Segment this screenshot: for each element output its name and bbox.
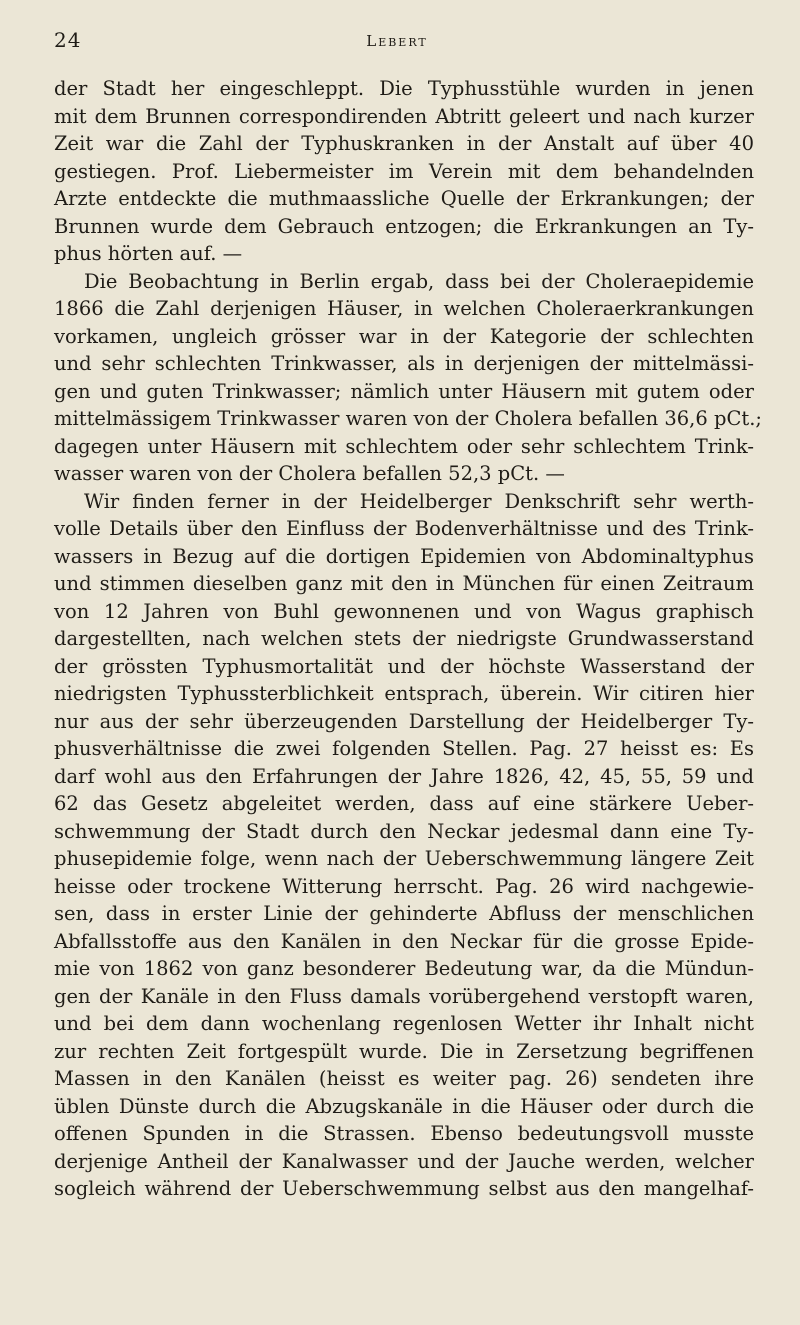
text-line: niedrigsten Typhussterblichkeit entsprach, überein. Wir citiren hier <box>54 682 754 705</box>
text-line: schwemmung der Stadt durch den Neckar jedesmal dann eine Ty- <box>54 819 754 843</box>
text-line: mie von 1862 von ganz besonderer Bedeutung war, da die Mündun- <box>54 957 754 980</box>
text-line: Massen in den Kanälen (heisst es weiter pag. 26) sendeten ihre <box>54 1067 754 1090</box>
text-line: vorkamen, ungleich grösser war in der Kategorie der schlechten <box>54 324 754 348</box>
text-line: Brunnen wurde dem Gebrauch entzogen; die Erkrankungen an Ty- <box>54 214 754 238</box>
text-line: gen der Kanäle in den Fluss damals vorübergehend verstopft waren, <box>54 984 754 1008</box>
text-line: 62 das Gesetz abgeleitet werden, dass auf eine stärkere Ueber- <box>54 792 754 815</box>
text-line: gestiegen. Prof. Liebermeister im Verein mit dem behandelnden <box>54 159 754 183</box>
text-line: von 12 Jahren von Buhl gewonnenen und von Wagus graphisch <box>54 599 754 623</box>
text-line: der Stadt her eingeschleppt. Die Typhusstühle wurden in jenen <box>54 77 754 100</box>
text-line: darf wohl aus den Erfahrungen der Jahre 1826, 42, 45, 55, 59 und <box>54 764 754 788</box>
text-line: zur rechten Zeit fortgespült wurde. Die in Zersetzung begriffenen <box>54 1039 754 1063</box>
text-line: Abfallsstoffe aus den Kanälen in den Neckar für die grosse Epide- <box>54 929 754 953</box>
text-line: phusverhältnisse die zwei folgenden Stellen. Pag. 27 heisst es: Es <box>54 737 754 760</box>
text-line: Die Beobachtung in Berlin ergab, dass bei der Choleraepidemie <box>84 269 754 293</box>
text-line: üblen Dünste durch die Abzugskanäle in die Häuser oder durch die <box>54 1094 754 1118</box>
text-line: mit dem Brunnen correspondirenden Abtritt geleert und nach kurzer <box>54 104 754 128</box>
text-line: sogleich während der Ueberschwemmung selbst aus den mangelhaf- <box>54 1177 754 1200</box>
text-line: und sehr schlechten Trinkwasser, als in derjenigen der mittelmässi- <box>54 352 754 375</box>
text-line: nur aus der sehr überzeugenden Darstellung der Heidelberger Ty- <box>54 709 754 733</box>
text-line: gen und guten Trinkwasser; nämlich unter Häusern mit gutem oder <box>54 379 754 403</box>
running-head: Lebert <box>366 32 428 50</box>
text-line: heisse oder trockene Witterung herrscht. Pag. 26 wird nachgewie- <box>54 874 754 898</box>
text-line: volle Details über den Einfluss der Bodenverhältnisse und des Trink- <box>54 517 754 540</box>
text-line: und bei dem dann wochenlang regenlosen Wetter ihr Inhalt nicht <box>54 1012 754 1035</box>
text-line: dargestellten, nach welchen stets der niedrigste Grundwasserstand <box>54 627 754 650</box>
text-line: und stimmen dieselben ganz mit den in München für einen Zeitraum <box>54 572 754 595</box>
text-line: der grössten Typhusmortalität und der höchste Wasserstand der <box>54 654 754 678</box>
text-line: Zeit war die Zahl der Typhuskranken in der Anstalt auf über 40 <box>54 132 754 155</box>
page-number: 24 <box>54 28 82 52</box>
text-line: derjenige Antheil der Kanalwasser und der Jauche werden, welcher <box>54 1149 754 1173</box>
text-line: wassers in Bezug auf die dortigen Epidemien von Abdominaltyphus <box>54 544 754 568</box>
text-line: mittelmässigem Trinkwasser waren von der Cholera befallen 36,6 pCt.; <box>54 407 762 430</box>
text-line: Arzte entdeckte die muthmaassliche Quelle der Erkrankungen; der <box>54 187 754 210</box>
text-line: phusepidemie folge, wenn nach der Ueberschwemmung längere Zeit <box>54 847 754 870</box>
text-line: phus hörten auf. — <box>54 242 243 265</box>
text-line: 1866 die Zahl derjenigen Häuser, in welchen Choleraerkrankungen <box>54 297 754 320</box>
text-line: offenen Spunden in die Strassen. Ebenso bedeutungsvoll musste <box>54 1122 754 1145</box>
page-header <box>54 28 740 58</box>
text-line: dagegen unter Häusern mit schlechtem oder sehr schlechtem Trink- <box>54 434 754 458</box>
body-text <box>54 75 762 1203</box>
text-line: sen, dass in erster Linie der gehinderte Abfluss der menschlichen <box>54 902 754 925</box>
text-line: wasser waren von der Cholera befallen 52,3 pCt. — <box>54 462 565 485</box>
text-line: Wir finden ferner in der Heidelberger Denkschrift sehr werth- <box>84 489 754 513</box>
